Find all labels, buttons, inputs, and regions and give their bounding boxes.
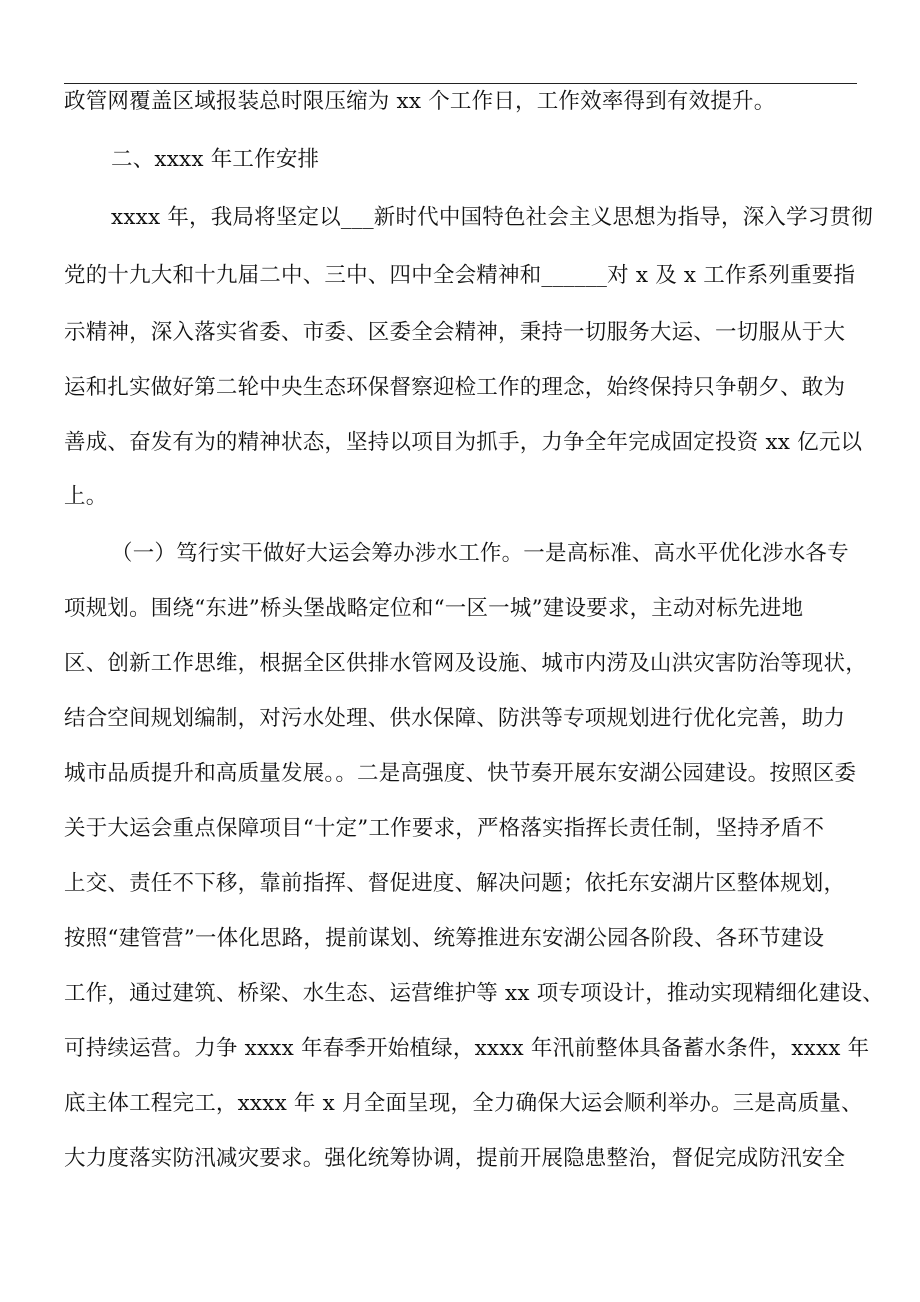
text-line: 示精神，深入落实省委、市委、区委全会精神，秉持一切服务大运、一切服从于大 <box>64 320 846 345</box>
text-line: 底主体工程完工，xxxx 年 x 月全面呈现，全力确保大运会顺利举办。三是高质量、 <box>64 1091 863 1116</box>
subsection-line: （一）笃行实干做好大运会筹办涉水工作。一是高标准、高水平优化涉水各专 <box>111 541 849 566</box>
text-line: 项规划。围绕“东进”桥头堡战略定位和“一区一城”建设要求，主动对标先进地 <box>64 596 804 621</box>
text-line: 上交、责任不下移，靠前指挥、督促进度、解决问题；依托东安湖片区整体规划， <box>64 871 846 896</box>
text-line: 按照“建管营”一体化思路，提前谋划、统筹推进东安湖公园各阶段、各环节建设 <box>64 926 825 951</box>
text-line: 大力度落实防汛减灾要求。强化统筹协调，提前开展隐患整治，督促完成防汛安全 <box>64 1146 846 1171</box>
text-line: 工作，通过建筑、桥梁、水生态、运营维护等 xx 项专项设计，推动实现精细化建设、 <box>64 981 884 1006</box>
text-line: 关于大运会重点保障项目“十定”工作要求，严格落实指挥长责任制，坚持矛盾不 <box>64 816 825 841</box>
text-line: 可持续运营。力争 xxxx 年春季开始植绿，xxxx 年汛前整体具备蓄水条件，xxxx 年 <box>64 1036 870 1061</box>
text-line: 上。 <box>64 484 108 509</box>
header-rule <box>64 83 857 84</box>
section-heading: 二、xxxx 年工作安排 <box>111 147 320 172</box>
text-line: 善成、奋发有为的精神状态，坚持以项目为抓手，力争全年完成固定投资 xx 亿元以 <box>64 430 863 455</box>
text-line: 党的十九大和十九届二中、三中、四中全会精神和______对 x 及 x 工作系列重要指 <box>64 263 856 288</box>
text-line: 运和扎实做好第二轮中央生态环保督察迎检工作的理念，始终保持只争朝夕、敢为 <box>64 375 846 400</box>
text-line-continuation: 政管网覆盖区域报装总时限压缩为 xx 个工作日，工作效率得到有效提升。 <box>64 89 776 114</box>
text-line: 结合空间规划编制，对污水处理、供水保障、防洪等专项规划进行优化完善，助力 <box>64 706 846 731</box>
text-line: 城市品质提升和高质量发展。。二是高强度、快节奏开展东安湖公园建设。按照区委 <box>64 761 857 786</box>
text-line: 区、创新工作思维，根据全区供排水管网及设施、城市内涝及山洪灾害防治等现状， <box>64 651 867 676</box>
text-line: xxxx 年，我局将坚定以___新时代中国特色社会主义思想为指导，深入学习贯彻 <box>111 205 873 230</box>
